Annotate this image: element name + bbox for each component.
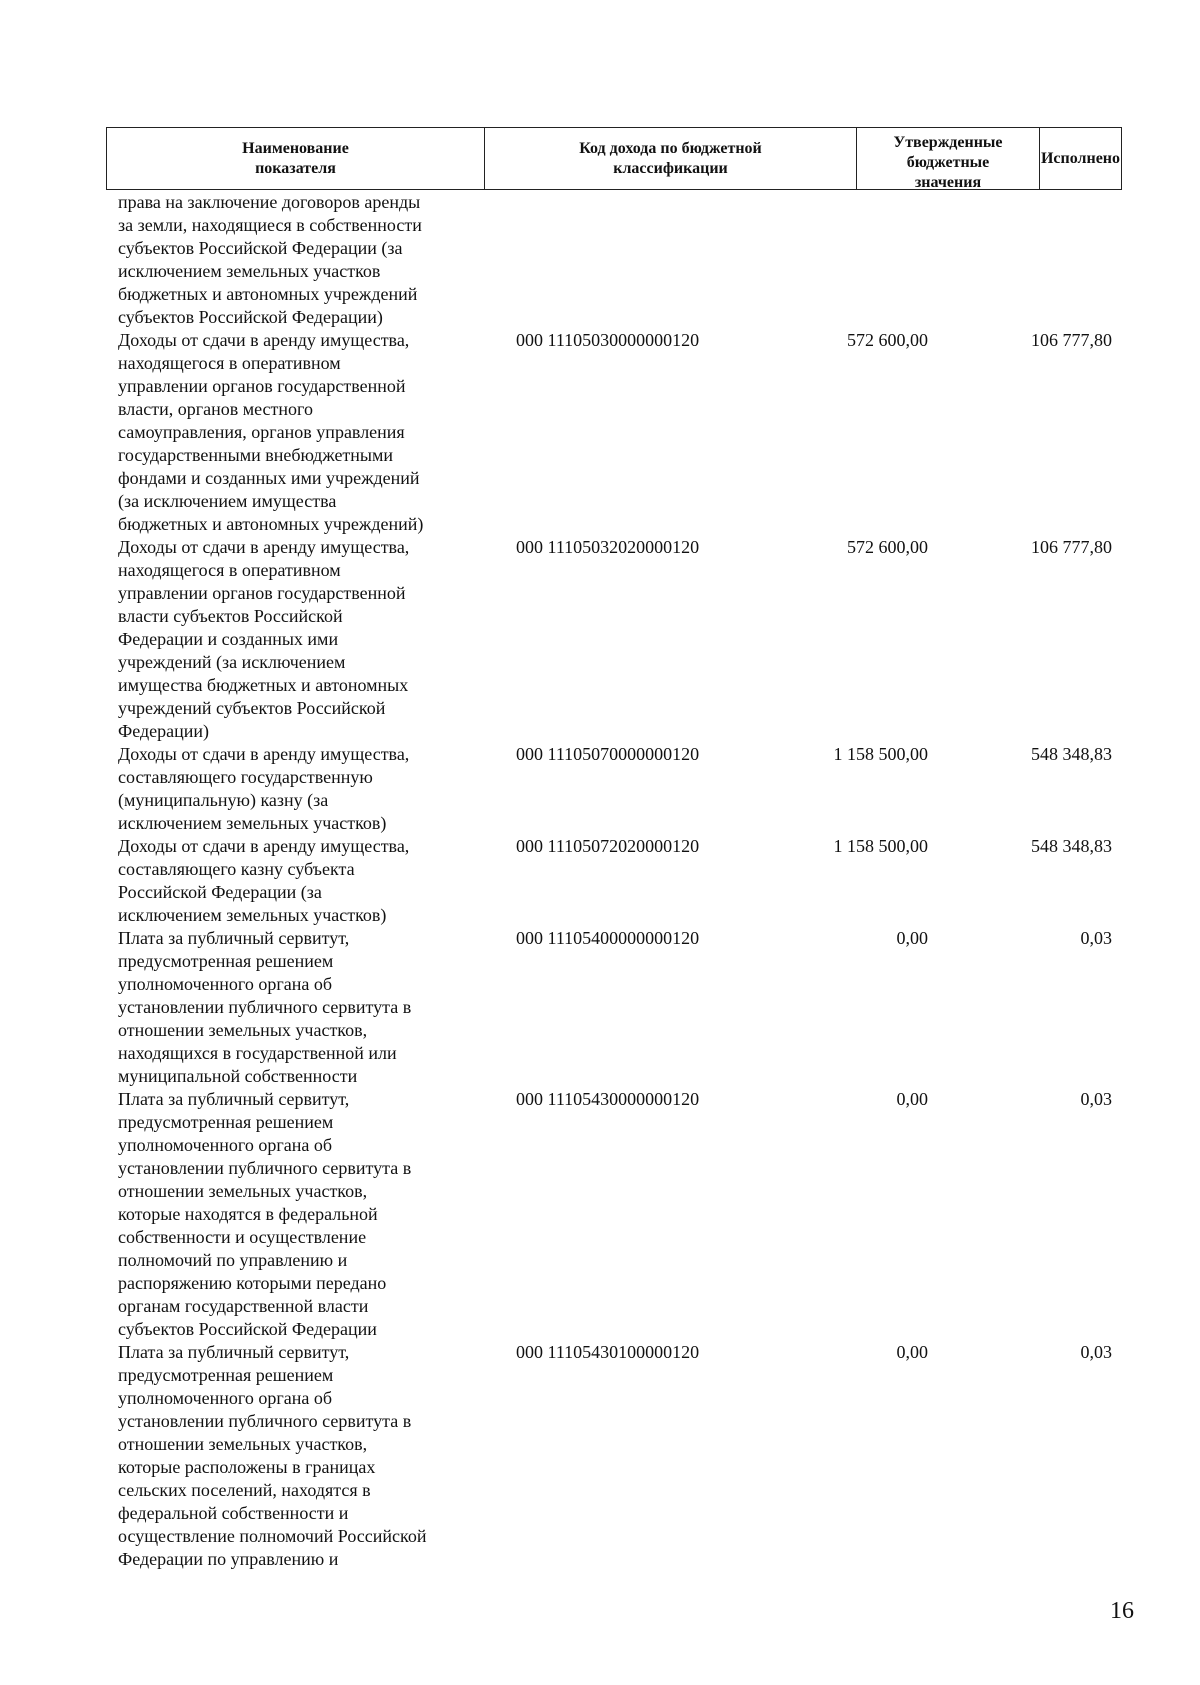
indicator-name-line: распоряжению которыми передано <box>118 1273 387 1293</box>
indicator-name-line: отношении земельных участков, <box>118 1181 368 1201</box>
classification-code: 000 11105072020000120 <box>516 836 700 856</box>
indicator-name-line: учреждений субъектов Российской <box>118 698 386 718</box>
indicator-name-line: составляющего государственную <box>118 767 373 787</box>
header-code-line: классификации <box>613 159 728 177</box>
indicator-name-line: федеральной собственности и <box>118 1503 349 1523</box>
indicator-name-line: управлении органов государственной <box>118 376 406 396</box>
indicator-name <box>118 927 488 1088</box>
classification-code: 000 11105430100000120 <box>516 1342 700 1362</box>
indicator-name-line: учреждений (за исключением <box>118 652 346 672</box>
table-row <box>0 1088 1200 1341</box>
indicator-name <box>118 1341 488 1571</box>
header-name-column <box>107 128 485 189</box>
indicator-name-line: власти субъектов Российской <box>118 606 343 626</box>
indicator-name <box>118 743 488 835</box>
table-row <box>0 536 1200 743</box>
table-row <box>0 1341 1200 1571</box>
indicator-name-line: уполномоченного органа об <box>118 974 332 994</box>
indicator-name-line: Федерации) <box>118 721 210 741</box>
header-approved-line: Утвержденные <box>893 133 1003 151</box>
indicator-name-line: составляющего казну субъекта <box>118 859 355 879</box>
indicator-name-line: отношении земельных участков, <box>118 1020 368 1040</box>
indicator-name-line: собственности и осуществление <box>118 1227 367 1247</box>
table-row <box>0 835 1200 927</box>
indicator-name-line: Доходы от сдачи в аренду имущества, <box>118 744 410 764</box>
indicator-name-line: (муниципальную) казну (за <box>118 790 329 810</box>
indicator-name-line: уполномоченного органа об <box>118 1135 332 1155</box>
indicator-name-line: самоуправления, органов управления <box>118 422 405 442</box>
indicator-name-line: государственными внебюджетными <box>118 445 394 465</box>
classification-code: 000 11105030000000120 <box>516 330 700 350</box>
indicator-name-line: субъектов Российской Федерации (за <box>118 238 403 258</box>
indicator-name-line: уполномоченного органа об <box>118 1388 332 1408</box>
indicator-name-line: Плата за публичный сервитут, <box>118 1089 350 1109</box>
executed-value: 548 348,83 <box>1031 836 1112 856</box>
executed-value: 0,03 <box>1080 1342 1112 1362</box>
approved-value: 0,00 <box>896 1342 928 1362</box>
indicator-name-line: Российской Федерации (за <box>118 882 322 902</box>
indicator-name-line: Федерации по управлению и <box>118 1549 339 1569</box>
approved-value: 1 158 500,00 <box>833 744 928 764</box>
indicator-name-line: муниципальной собственности <box>118 1066 358 1086</box>
executed-value: 0,03 <box>1080 928 1112 948</box>
table-header <box>106 127 1122 190</box>
page-number: 16 <box>1110 1598 1134 1624</box>
approved-value: 1 158 500,00 <box>833 836 928 856</box>
approved-value: 572 600,00 <box>847 330 928 350</box>
table-row <box>0 743 1200 835</box>
indicator-name <box>118 1088 488 1341</box>
approved-value: 572 600,00 <box>847 537 928 557</box>
header-name-line: показателя <box>255 159 336 177</box>
classification-code: 000 11105430000000120 <box>516 1089 700 1109</box>
indicator-name <box>118 191 488 329</box>
indicator-name-line: Доходы от сдачи в аренду имущества, <box>118 330 410 350</box>
approved-value: 0,00 <box>896 928 928 948</box>
indicator-name-line: установлении публичного сервитута в <box>118 997 412 1017</box>
indicator-name-line: установлении публичного сервитута в <box>118 1158 412 1178</box>
indicator-name-line: находящегося в оперативном <box>118 560 341 580</box>
indicator-name-line: установлении публичного сервитута в <box>118 1411 412 1431</box>
indicator-name-line: органам государственной власти <box>118 1296 369 1316</box>
indicator-name-line: Доходы от сдачи в аренду имущества, <box>118 836 410 856</box>
header-name-line: Наименование <box>242 139 349 157</box>
indicator-name-line: предусмотренная решением <box>118 1112 334 1132</box>
indicator-name-line: имущества бюджетных и автономных <box>118 675 409 695</box>
table-body <box>0 191 1200 1571</box>
header-approved-line: значения <box>914 173 982 191</box>
indicator-name <box>118 329 488 536</box>
header-approved-column <box>857 128 1040 189</box>
indicator-name-line: предусмотренная решением <box>118 1365 334 1385</box>
executed-value: 0,03 <box>1080 1089 1112 1109</box>
indicator-name-line: полномочий по управлению и <box>118 1250 348 1270</box>
indicator-name-line: бюджетных и автономных учреждений) <box>118 514 424 534</box>
indicator-name-line: исключением земельных участков) <box>118 905 387 925</box>
indicator-name-line: которые находятся в федеральной <box>118 1204 378 1224</box>
indicator-name-line: Плата за публичный сервитут, <box>118 928 350 948</box>
indicator-name-line: исключением земельных участков <box>118 261 381 281</box>
indicator-name-line: исключением земельных участков) <box>118 813 387 833</box>
indicator-name-line: Федерации и созданных ими <box>118 629 339 649</box>
header-code-column <box>485 128 857 189</box>
indicator-name-line: отношении земельных участков, <box>118 1434 368 1454</box>
executed-value: 106 777,80 <box>1031 537 1112 557</box>
executed-value: 106 777,80 <box>1031 330 1112 350</box>
table-row <box>0 329 1200 536</box>
classification-code: 000 11105400000000120 <box>516 928 700 948</box>
indicator-name-line: управлении органов государственной <box>118 583 406 603</box>
indicator-name-line: которые расположены в границах <box>118 1457 376 1477</box>
indicator-name-line: Плата за публичный сервитут, <box>118 1342 350 1362</box>
indicator-name-line: субъектов Российской Федерации) <box>118 307 383 327</box>
indicator-name <box>118 835 488 927</box>
indicator-name-line: осуществление полномочий Российской <box>118 1526 427 1546</box>
indicator-name <box>118 536 488 743</box>
indicator-name-line: фондами и созданных ими учреждений <box>118 468 420 488</box>
indicator-name-line: сельских поселений, находятся в <box>118 1480 371 1500</box>
indicator-name-line: права на заключение договоров аренды <box>118 192 421 212</box>
table-row <box>0 191 1200 329</box>
indicator-name-line: Доходы от сдачи в аренду имущества, <box>118 537 410 557</box>
classification-code: 000 11105032020000120 <box>516 537 700 557</box>
header-code-line: Код дохода по бюджетной <box>579 139 762 157</box>
header-executed-column <box>1040 128 1121 189</box>
approved-value: 0,00 <box>896 1089 928 1109</box>
indicator-name-line: находящегося в оперативном <box>118 353 341 373</box>
indicator-name-line: власти, органов местного <box>118 399 313 419</box>
header-executed-label: Исполнено <box>1040 149 1121 167</box>
executed-value: 548 348,83 <box>1031 744 1112 764</box>
indicator-name-line: предусмотренная решением <box>118 951 334 971</box>
indicator-name-line: бюджетных и автономных учреждений <box>118 284 418 304</box>
classification-code: 000 11105070000000120 <box>516 744 700 764</box>
indicator-name-line: находящихся в государственной или <box>118 1043 397 1063</box>
indicator-name-line: за земли, находящиеся в собственности <box>118 215 422 235</box>
indicator-name-line: (за исключением имущества <box>118 491 337 511</box>
indicator-name-line: субъектов Российской Федерации <box>118 1319 377 1339</box>
header-approved-line: бюджетные <box>906 153 990 171</box>
table-row <box>0 927 1200 1088</box>
